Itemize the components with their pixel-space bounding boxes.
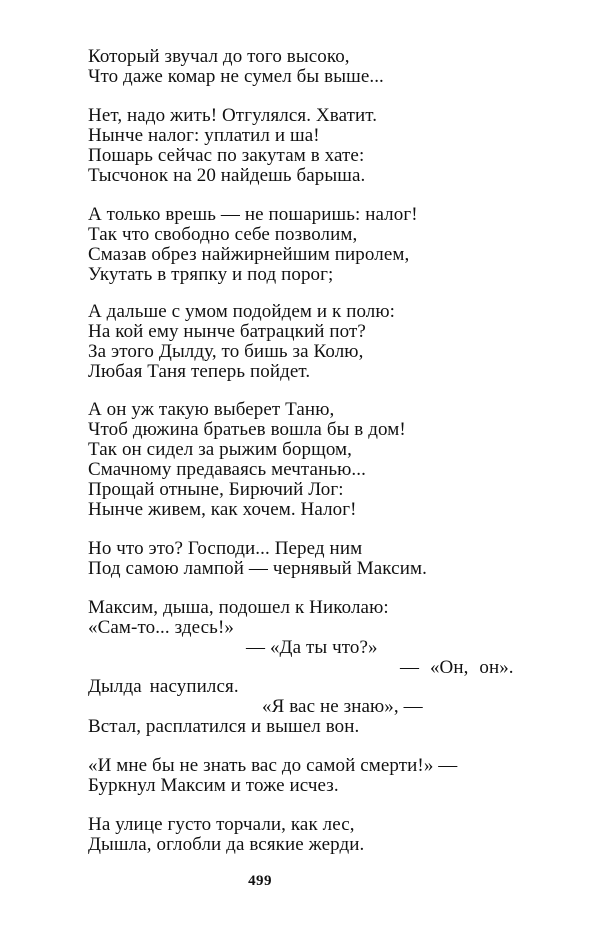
- poem-line: Нынче налог: уплатил и ша!: [88, 125, 320, 146]
- poem-line: Что даже комар не сумел бы выше...: [88, 66, 384, 87]
- poem-line: Нынче живем, как хочем. Налог!: [88, 499, 357, 520]
- page-number: 499: [248, 873, 272, 889]
- poem-line: А только врешь — не пошаришь: налог!: [88, 204, 418, 225]
- poem-line: А он уж такую выберет Таню,: [88, 399, 335, 420]
- poem-line-indented: — «Он, он».: [400, 657, 514, 678]
- poem-line: Прощай отныне, Бирючий Лог:: [88, 479, 344, 500]
- poem-line: Пошарь сейчас по закутам в хате:: [88, 145, 365, 166]
- poem-line-indented: — «Да ты что?»: [246, 637, 378, 658]
- poem-line: «Сам-то... здесь!»: [88, 617, 234, 638]
- poem-line: Дышла, оглобли да всякие жерди.: [88, 834, 365, 855]
- poem-line: Смазав обрез найжирнейшим пиролем,: [88, 244, 410, 265]
- poem-line: Буркнул Максим и тоже исчез.: [88, 775, 339, 796]
- poem-line: Чтоб дюжина братьев вошла бы в дом!: [88, 419, 406, 440]
- poem-line: Дылда насупился.: [88, 676, 239, 697]
- poem-line: Но что это? Господи... Перед ним: [88, 538, 363, 559]
- poem-line: Максим, дыша, подошел к Николаю:: [88, 597, 389, 618]
- poem-line: Встал, расплатился и вышел вон.: [88, 716, 360, 737]
- poem-line: Любая Таня теперь пойдет.: [88, 361, 311, 382]
- poem-line: Так он сидел за рыжим борщом,: [88, 439, 353, 460]
- poem-line: На улице густо торчали, как лес,: [88, 814, 355, 835]
- poem-line: Который звучал до того высоко,: [88, 46, 350, 67]
- poem-line: На кой ему нынче батрацкий пот?: [88, 321, 366, 342]
- poem-line: Смачному предаваясь мечтанью...: [88, 459, 366, 480]
- poem-line: Укутать в тряпку и под порог;: [88, 264, 334, 285]
- poem-line: Так что свободно себе позволим,: [88, 224, 358, 245]
- poem-line-indented: «Я вас не знаю», —: [262, 696, 423, 717]
- poem-line: Нет, надо жить! Отгулялся. Хватит.: [88, 105, 378, 126]
- poem-line: За этого Дылду, то бишь за Колю,: [88, 341, 364, 362]
- poem-line: Тысчонок на 20 найдешь барыша.: [88, 165, 366, 186]
- poem-line: А дальше с умом подойдем и к полю:: [88, 301, 396, 322]
- poem-line: Под самою лампой — чернявый Максим.: [88, 558, 427, 579]
- poem-line: «И мне бы не знать вас до самой смерти!» —: [88, 755, 458, 776]
